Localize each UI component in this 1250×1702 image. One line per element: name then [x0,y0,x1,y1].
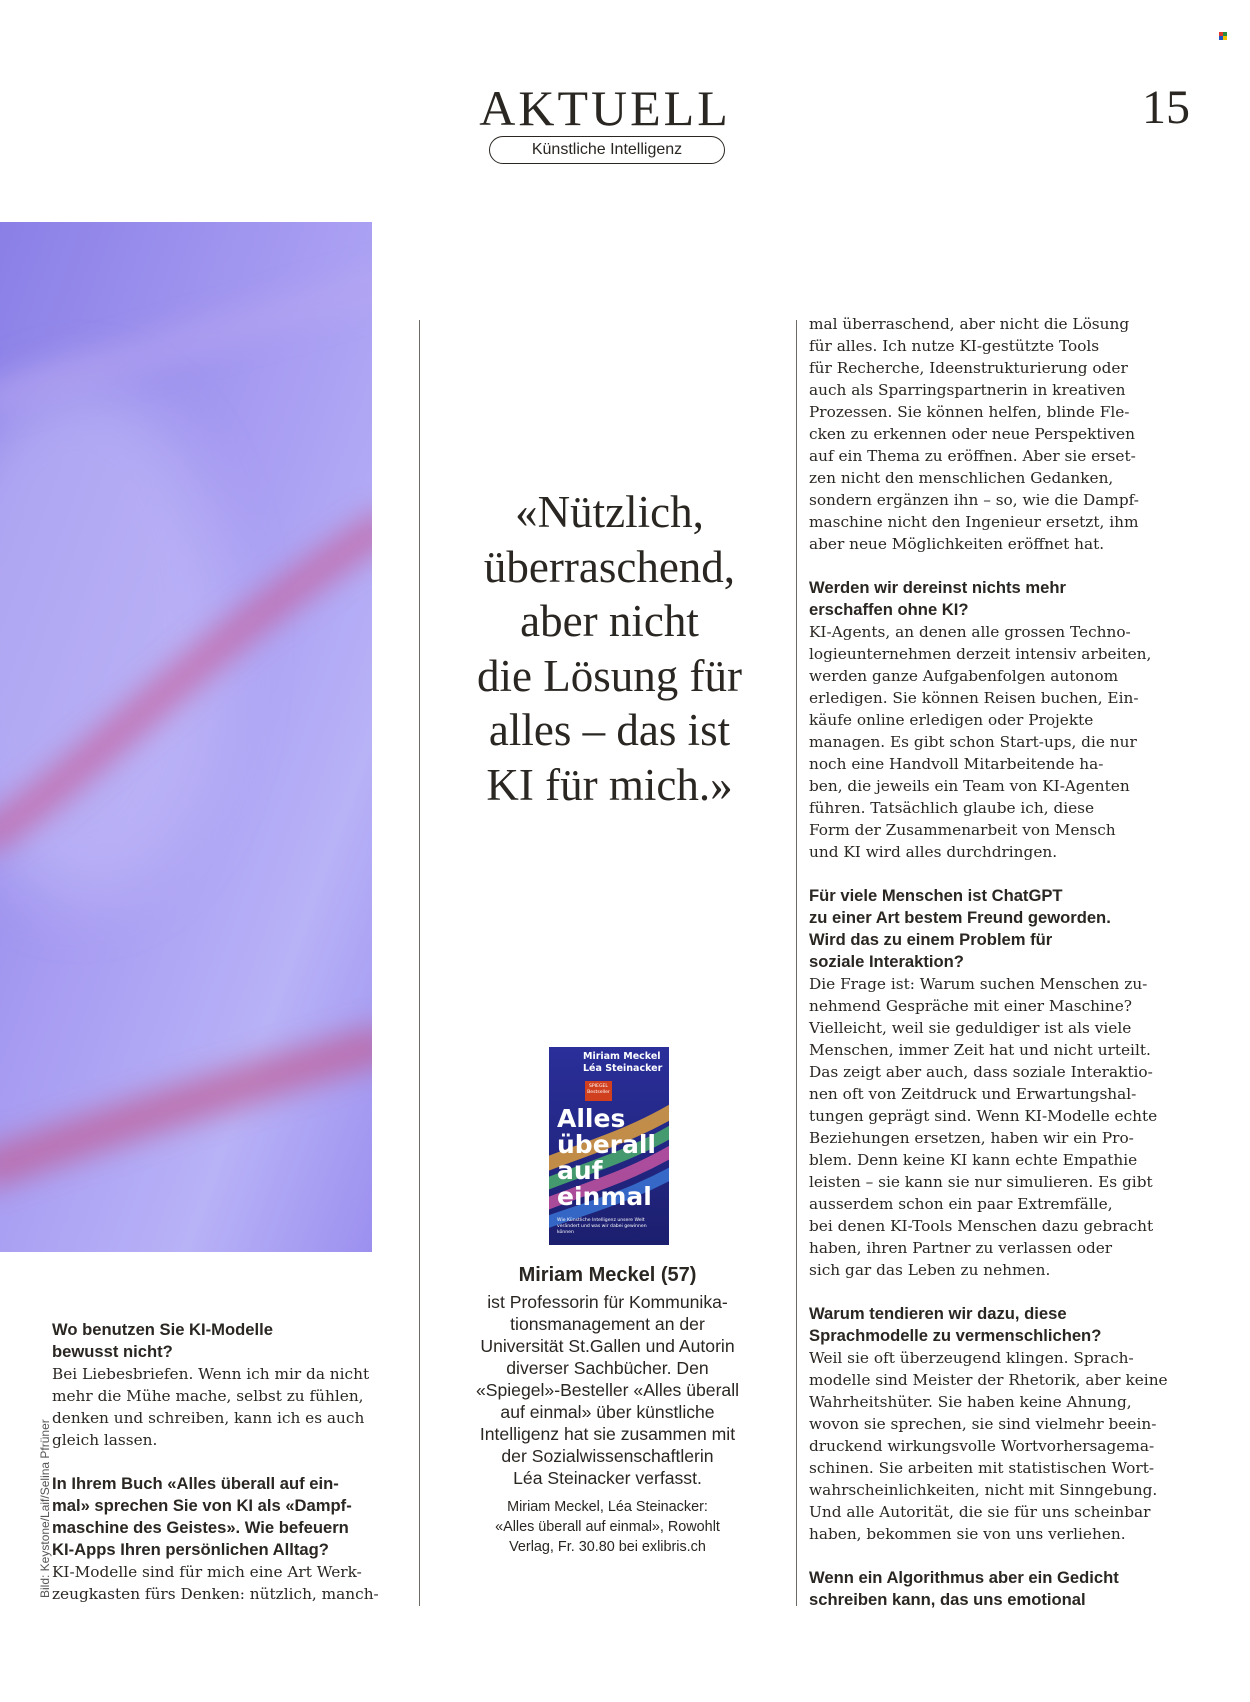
answer-line: managen. Es gibt schon Start-ups, die nur [809,733,1137,751]
bio-name: Miriam Meckel (57) [518,1264,697,1286]
question-line: Warum tendieren wir dazu, diese [809,1304,1067,1323]
answer-line: erledigen. Sie können Reisen buchen, Ein- [809,689,1139,707]
book-title-line: auf [557,1156,603,1185]
quote-line: überraschend, [483,541,736,592]
answer-line: zen nicht den menschlichen Gedanken, [809,469,1114,487]
answer-line: KI-Agents, an denen alle grossen Techno- [809,623,1131,641]
question-line: In Ihrem Buch «Alles überall auf ein- [52,1474,339,1493]
question-line: maschine des Geistes». Wie befeuern [52,1518,349,1537]
paragraph-gap [809,1281,1249,1303]
question-line: schreiben kann, das uns emotional [809,1590,1086,1609]
article-column-left [52,1319,422,1605]
answer-line: cken zu erkennen oder neue Perspektiven [809,425,1135,443]
question-line: Für viele Menschen ist ChatGPT [809,886,1063,905]
article-column-right [809,313,1249,1611]
answer-line: mehr die Mühe mache, selbst zu fühlen, [52,1387,364,1405]
paragraph-gap [809,863,1249,885]
answer-line: Weil sie oft überzeugend klingen. Sprach- [809,1349,1134,1367]
answer-line: für Recherche, Ideenstrukturierung oder [809,359,1128,377]
question-line: Werden wir dereinst nichts mehr [809,578,1066,597]
question-line: erschaffen ohne KI? [809,600,969,619]
bestseller-badge [585,1081,612,1101]
badge-line: Bestseller [587,1090,610,1095]
bio-line: Léa Steinacker verfasst. [513,1468,702,1488]
bio-line: der Sozialwissenschaftlerin [501,1446,714,1466]
quote-line: alles – das ist [488,705,731,755]
question-line: soziale Interaktion? [809,952,964,971]
answer-line: modelle sind Meister der Rhetorik, aber keine [809,1371,1168,1389]
answer-line: sich gar das Leben zu nehmen. [809,1261,1051,1279]
quote-line: «Nützlich, [515,487,704,537]
question-line: KI-Apps Ihren persönlichen Alltag? [52,1540,329,1559]
question-line: Sprachmodelle zu vermenschlichen? [809,1326,1102,1345]
answer-line: gleich lassen. [52,1431,158,1449]
answer-line: blem. Denn keine KI kann echte Empathie [809,1151,1138,1169]
answer-line: für alles. Ich nutze KI-gestützte Tools [809,337,1100,355]
bio-line: auf einmal» über künstliche [500,1402,715,1422]
bio-line: Intelligenz hat sie zusammen mit [479,1424,736,1444]
question-line: Wird das zu einem Problem für [809,930,1053,949]
answer-line: aber neue Möglichkeiten eröffnet hat. [809,535,1105,553]
answer-line: Prozessen. Sie können helfen, blinde Fle- [809,403,1130,421]
portrait-photo [0,222,372,1252]
column-rule [796,320,797,1606]
answer-line: Bei Liebesbriefen. Wenn ich mir da nicht [52,1365,370,1383]
book-author: Léa Steinacker [583,1063,663,1074]
answer-line: schinen. Sie arbeiten mit statistischen Wort- [809,1459,1155,1477]
question-line: bewusst nicht? [52,1342,173,1361]
answer-line: haben, bekommen sie von uns verliehen. [809,1525,1126,1543]
bio-line: «Spiegel»-Besteller «Alles überall [475,1380,740,1400]
book-info-line: Miriam Meckel, Léa Steinacker: [507,1499,708,1515]
book-info [425,1497,790,1557]
paragraph-gap [52,1451,422,1473]
book-cover [549,1047,669,1245]
answer-line: ausserdem schon ein paar Extremfälle, [809,1195,1113,1213]
answer-line: nehmend Gespräche mit einer Maschine? [809,997,1132,1015]
photo-credit-text: Bild: Keystone/Laif/Selina Pfrüner [38,1419,52,1598]
paragraph-gap [809,1545,1249,1567]
answer-line: Die Frage ist: Warum suchen Menschen zu- [809,975,1148,993]
answer-line: KI-Modelle sind für mich eine Art Werk- [52,1563,362,1581]
topic-tag: Künstliche Intelligenz [489,136,725,164]
answer-line: haben, ihren Partner zu verlassen oder [809,1239,1113,1257]
bio-line: diverser Sachbücher. Den [506,1358,709,1378]
book-title-line: einmal [557,1182,652,1211]
answer-line: auf ein Thema zu eröffnen. Aber sie erset- [809,447,1136,465]
answer-line: Vielleicht, weil sie geduldiger ist als viele [809,1019,1132,1037]
question-line: mal» sprechen Sie von KI als «Dampf- [52,1496,352,1515]
bio-text [425,1291,790,1489]
answer-line: auch als Sparringspartnerin in kreativen [809,381,1126,399]
book-subtitle: Wie Künstliche Intelligenz unsere Welt verändert und was wir dabei gewinnen können [557,1218,647,1235]
bio-line: ist Professorin für Kommunika- [487,1292,728,1312]
answer-line: Und alle Autorität, die sie für uns scheinbar [809,1503,1151,1521]
answer-line: und KI wird alles durchdringen. [809,843,1058,861]
answer-line: Wahrheitshüter. Sie haben keine Ahnung, [809,1393,1132,1411]
answer-line: Menschen, immer Zeit hat und nicht urteilt. [809,1041,1151,1059]
answer-line: Beziehungen ersetzen, haben wir ein Pro- [809,1129,1134,1147]
answer-line: mal überraschend, aber nicht die Lösung [809,315,1130,333]
question-line: Wenn ein Algorithmus aber ein Gedicht [809,1568,1119,1587]
book-title-line: Alles [557,1104,626,1133]
answer-line: wovon sie sprechen, sie sind vielmehr beein- [809,1415,1157,1433]
book-info-line: «Alles überall auf einmal», Rowohlt [495,1519,720,1535]
answer-line: leisten – sie kann sie nur simulieren. Es gibt [809,1173,1153,1191]
answer-line: sondern ergänzen ihn – so, wie die Dampf- [809,491,1139,509]
answer-line: noch eine Handvoll Mitarbeitende ha- [809,755,1104,773]
answer-line: Das zeigt aber auch, dass soziale Interaktio- [809,1063,1153,1081]
answer-line: Form der Zusammenarbeit von Mensch [809,821,1116,839]
answer-line: wahrscheinlichkeiten, nicht mit Sinngebung. [809,1481,1158,1499]
quote-line: KI für mich.» [486,759,733,810]
answer-line: denken und schreiben, kann ich es auch [52,1409,365,1427]
book-author: Miriam Meckel [583,1051,661,1062]
paragraph-gap [809,555,1249,577]
answer-line: logieunternehmen derzeit intensiv arbeiten, [809,645,1152,663]
color-registration-mark [1219,32,1227,40]
answer-line: maschine nicht den Ingenieur ersetzt, ihm [809,513,1139,531]
question-line: Wo benutzen Sie KI-Modelle [52,1320,273,1339]
answer-line: führen. Tatsächlich glaube ich, diese [809,799,1095,817]
book-title-line: überall [557,1130,656,1159]
photo-credit [38,1419,52,1608]
section-title: AKTUELL [479,80,731,136]
page-number: 15 [1142,81,1190,134]
answer-line: zeugkasten fürs Denken: nützlich, manch- [52,1585,379,1603]
answer-line: bei denen KI-Tools Menschen dazu gebracht [809,1217,1154,1235]
book-info-line: Verlag, Fr. 30.80 bei exlibris.ch [509,1539,706,1555]
answer-line: käufe online erledigen oder Projekte [809,711,1094,729]
question-line: zu einer Art bestem Freund geworden. [809,908,1111,927]
answer-line: druckend wirkungsvolle Wortvorhersagema- [809,1437,1155,1455]
answer-line: nen oft von Zeitdruck und Erwartungshal- [809,1085,1137,1103]
quote-line: aber nicht [520,596,699,646]
bio-line: tionsmanagement an der [510,1314,705,1334]
bio-line: Universität St.Gallen und Autorin [480,1336,735,1356]
quote-line: die Lösung für [477,650,742,701]
answer-line: werden ganze Aufgabenfolgen autonom [809,667,1119,685]
author-bio [425,1263,790,1557]
answer-line: ben, die jeweils ein Team von KI-Agenten [809,777,1130,795]
badge-line: SPIEGEL [589,1084,608,1089]
pull-quote [437,485,782,812]
answer-line: tungen geprägt sind. Wenn KI-Modelle echte [809,1107,1158,1125]
